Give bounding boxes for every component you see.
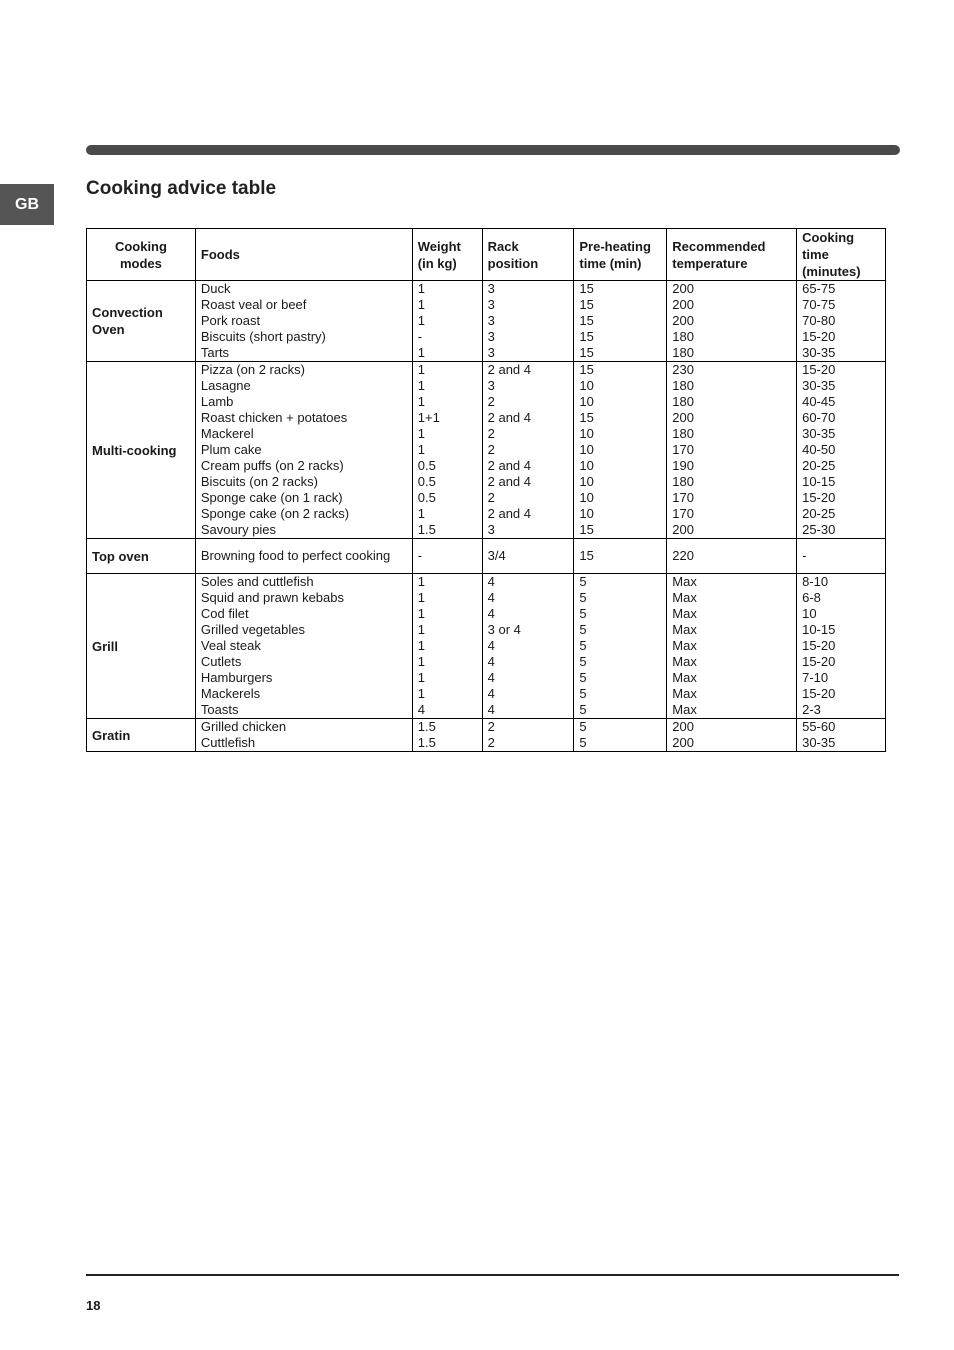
header-text: Pre-heating [579, 238, 651, 254]
cell-text: 15 [579, 362, 594, 377]
cell-text: 1 [417, 362, 425, 377]
cell-text: 15-20 [802, 638, 836, 653]
cell-text: 6-8 [802, 590, 821, 605]
cell-text: 70-75 [802, 297, 836, 312]
cell-text: 3 [487, 313, 495, 328]
cell-text: 5 [579, 622, 587, 637]
header-rack-position [482, 229, 574, 281]
foods-cell [195, 362, 412, 539]
cell-text: 20-25 [802, 506, 836, 521]
header-text: Cooking [802, 230, 855, 245]
cell-text: Max [672, 638, 697, 653]
preheat-cell [574, 574, 667, 719]
header-text: (minutes) [802, 264, 861, 279]
cell-text: 8-10 [802, 574, 829, 589]
header-text: (in kg) [417, 255, 457, 271]
cell-text: 15 [579, 345, 594, 360]
cell-text: 10 [579, 394, 594, 409]
header-cooking-modes [87, 229, 196, 281]
cell-text: Max [672, 686, 697, 701]
cell-text: Plum cake [200, 442, 262, 457]
cell-text: 65-75 [802, 281, 836, 296]
cell-text: Max [672, 574, 697, 589]
cell-text: 3 [487, 345, 495, 360]
cell-text: Biscuits (short pastry) [200, 329, 326, 344]
cell-text: 15-20 [802, 490, 836, 505]
cell-text: 0.5 [417, 458, 436, 473]
cell-text: Multi-cooking [92, 442, 177, 458]
cell-text: 0.5 [417, 474, 436, 489]
cell-text: 5 [579, 574, 587, 589]
cell-text: 1 [417, 670, 425, 685]
header-text: time [802, 247, 829, 262]
cell-text: Sponge cake (on 2 racks) [200, 506, 350, 521]
cell-text: 2 [487, 442, 495, 457]
cell-text: 2 and 4 [487, 410, 531, 425]
cell-text: 170 [672, 442, 694, 457]
cell-text: 3/4 [487, 548, 506, 563]
table-row [87, 574, 886, 719]
cell-text: Biscuits (on 2 racks) [200, 474, 318, 489]
cell-text: 180 [672, 394, 694, 409]
cell-text: 1 [417, 281, 425, 296]
header-text: time (min) [579, 255, 642, 271]
table-row [87, 539, 886, 574]
cell-text: 60-70 [802, 410, 836, 425]
cell-text: 2 and 4 [487, 458, 531, 473]
cell-text: 200 [672, 719, 694, 734]
cell-text: - [417, 548, 423, 563]
cell-text: Max [672, 702, 697, 717]
cell-text: 30-35 [802, 345, 836, 360]
cell-text: 1 [417, 622, 425, 637]
cell-text: 3 [487, 297, 495, 312]
cell-text: Hamburgers [200, 670, 273, 685]
cell-text: 200 [672, 735, 694, 750]
cell-text: 1 [417, 345, 425, 360]
cell-text: 15 [579, 548, 594, 563]
cell-text: 15 [579, 522, 594, 537]
cell-text: Grill [92, 638, 119, 654]
cell-text: 3 [487, 378, 495, 393]
cell-text: 7-10 [802, 670, 829, 685]
cell-text: Max [672, 622, 697, 637]
cooking-advice-table [86, 228, 886, 752]
cell-text: 30-35 [802, 378, 836, 393]
cell-text: 1 [417, 297, 425, 312]
cell-text: 10 [579, 442, 594, 457]
header-cooking-time [797, 229, 886, 281]
cell-text: 1 [417, 313, 425, 328]
cell-text: 170 [672, 506, 694, 521]
rack-cell [482, 719, 574, 752]
page-number: 18 [86, 1298, 101, 1313]
header-foods [195, 229, 412, 281]
cell-text: 5 [579, 638, 587, 653]
cell-text: 4 [487, 638, 495, 653]
cooking-time-cell [797, 281, 886, 362]
cell-text: 15 [579, 329, 594, 344]
cell-text: Roast veal or beef [200, 297, 307, 312]
cell-text: 2 [487, 719, 495, 734]
foods-cell [195, 574, 412, 719]
cell-text: 2 [487, 735, 495, 750]
cell-text: 4 [487, 686, 495, 701]
preheat-cell [574, 362, 667, 539]
cell-text: Veal steak [200, 638, 261, 653]
cell-text: 1+1 [417, 410, 440, 425]
cell-text: Mackerel [200, 426, 254, 441]
cell-text: 15-20 [802, 362, 836, 377]
cell-text: 2 [487, 394, 495, 409]
table-header-row [87, 229, 886, 281]
cell-text: 5 [579, 590, 587, 605]
cell-text: Pork roast [200, 313, 261, 328]
weight-cell [412, 362, 482, 539]
cell-text: 10 [579, 490, 594, 505]
header-text: temperature [672, 255, 748, 271]
cell-text: 30-35 [802, 426, 836, 441]
cooking-time-cell [797, 574, 886, 719]
cell-text: 25-30 [802, 522, 836, 537]
bottom-rule [86, 1274, 899, 1276]
cell-text: 1 [417, 442, 425, 457]
cell-text: 5 [579, 606, 587, 621]
cell-text: 10 [579, 458, 594, 473]
cell-text: 15 [579, 281, 594, 296]
cell-text: Squid and prawn kebabs [200, 590, 344, 605]
cell-text: 1.5 [417, 522, 436, 537]
cell-text: 200 [672, 297, 694, 312]
cell-text: 2 [487, 490, 495, 505]
cell-text: Duck [200, 281, 231, 296]
cell-text: 220 [672, 548, 694, 563]
table-row [87, 719, 886, 752]
cell-text: Cod filet [200, 606, 249, 621]
table-row [87, 281, 886, 362]
cell-text: Cream puffs (on 2 racks) [200, 458, 344, 473]
temperature-cell [667, 539, 797, 574]
header-text: modes [119, 255, 162, 271]
weight-cell [412, 539, 482, 574]
cell-text: Grilled chicken [200, 719, 287, 734]
cell-text: 1 [417, 506, 425, 521]
weight-cell [412, 281, 482, 362]
weight-cell [412, 719, 482, 752]
rack-cell [482, 539, 574, 574]
page-title: Cooking advice table [86, 178, 277, 199]
cell-text: 40-50 [802, 442, 836, 457]
rack-cell [482, 281, 574, 362]
temperature-cell [667, 362, 797, 539]
cell-text: 180 [672, 474, 694, 489]
cell-text: 2 and 4 [487, 362, 531, 377]
cell-text: 200 [672, 281, 694, 296]
cell-text: Grilled vegetables [200, 622, 305, 637]
header-text: Cooking [114, 238, 167, 254]
cell-text: 2-3 [802, 702, 821, 717]
cell-text: 200 [672, 522, 694, 537]
cell-text: Cutlets [200, 654, 242, 669]
cell-text: 20-25 [802, 458, 836, 473]
cell-text: 5 [579, 670, 587, 685]
cell-text: 1.5 [417, 735, 436, 750]
cell-text: Convection [92, 305, 163, 320]
header-recommended-temperature [667, 229, 797, 281]
cell-text: 1 [417, 394, 425, 409]
cell-text: 1 [417, 638, 425, 653]
mode-cell [87, 281, 196, 362]
cell-text: 1.5 [417, 719, 436, 734]
cooking-time-cell [797, 719, 886, 752]
cell-text: 4 [487, 590, 495, 605]
cell-text: 230 [672, 362, 694, 377]
cell-text: 180 [672, 378, 694, 393]
cell-text: Gratin [92, 727, 131, 743]
cell-text: 15-20 [802, 686, 836, 701]
cell-text: 4 [487, 606, 495, 621]
cell-text: 3 or 4 [487, 622, 521, 637]
cell-text: Roast chicken + potatoes [200, 410, 348, 425]
cell-text: 10 [579, 506, 594, 521]
rack-cell [482, 574, 574, 719]
cell-text: 200 [672, 313, 694, 328]
cell-text: 2 and 4 [487, 474, 531, 489]
cell-text: 10-15 [802, 474, 836, 489]
cell-text: 3 [487, 329, 495, 344]
foods-cell [195, 281, 412, 362]
cell-text: 5 [579, 719, 587, 734]
mode-cell [87, 539, 196, 574]
preheat-cell [574, 281, 667, 362]
foods-cell [195, 539, 412, 574]
cell-text: 4 [487, 654, 495, 669]
cell-text: 180 [672, 345, 694, 360]
cell-text: 4 [487, 574, 495, 589]
cell-text: 10 [802, 606, 817, 621]
cell-text: - [802, 548, 807, 563]
cell-text: 4 [487, 702, 495, 717]
cell-text: 15-20 [802, 329, 836, 344]
cell-text: 5 [579, 686, 587, 701]
cell-text: 2 [487, 426, 495, 441]
temperature-cell [667, 719, 797, 752]
cell-text: Soles and cuttlefish [200, 574, 314, 589]
cell-text: - [417, 329, 423, 344]
cell-text: 1 [417, 606, 425, 621]
cell-text: 180 [672, 426, 694, 441]
cell-text: 0.5 [417, 490, 436, 505]
cell-text: 1 [417, 686, 425, 701]
cell-text: 15 [579, 410, 594, 425]
cell-text: Max [672, 654, 697, 669]
cell-text: 5 [579, 702, 587, 717]
cell-text: Max [672, 606, 697, 621]
cell-text: Max [672, 670, 697, 685]
cell-text: 5 [579, 654, 587, 669]
cell-text: 30-35 [802, 735, 836, 750]
cell-text: Max [672, 590, 697, 605]
preheat-cell [574, 719, 667, 752]
cell-text: 170 [672, 490, 694, 505]
header-text: Weight [417, 238, 461, 254]
cell-text: 70-80 [802, 313, 836, 328]
preheat-cell [574, 539, 667, 574]
cell-text: 1 [417, 378, 425, 393]
cell-text: 55-60 [802, 719, 836, 734]
mode-cell [87, 574, 196, 719]
header-text: Recommended [672, 238, 766, 254]
cell-text: Oven [92, 322, 125, 337]
mode-cell [87, 362, 196, 539]
language-tab: GB [0, 184, 54, 225]
cell-text: 40-45 [802, 394, 836, 409]
cell-text: 1 [417, 590, 425, 605]
cell-text: 10-15 [802, 622, 836, 637]
cell-text: 15-20 [802, 654, 836, 669]
cooking-time-cell [797, 362, 886, 539]
cell-text: 1 [417, 654, 425, 669]
cell-text: 190 [672, 458, 694, 473]
foods-cell [195, 719, 412, 752]
header-weight [412, 229, 482, 281]
cell-text: 1 [417, 426, 425, 441]
header-preheating-time [574, 229, 667, 281]
cell-text: 200 [672, 410, 694, 425]
cell-text: 15 [579, 297, 594, 312]
cell-text: 3 [487, 281, 495, 296]
cell-text: 10 [579, 426, 594, 441]
cooking-time-cell [797, 539, 886, 574]
cell-text: Lamb [200, 394, 234, 409]
header-text: Foods [200, 247, 240, 262]
cell-text: 10 [579, 474, 594, 489]
cell-text: 4 [487, 670, 495, 685]
cell-text: 5 [579, 735, 587, 750]
rack-cell [482, 362, 574, 539]
cell-text: 1 [417, 574, 425, 589]
cell-text: Toasts [200, 702, 239, 717]
cell-text: 15 [579, 313, 594, 328]
cell-text: Browning food to perfect cooking [200, 548, 391, 563]
cell-text: Sponge cake (on 1 rack) [200, 490, 343, 505]
header-text: position [487, 255, 539, 271]
temperature-cell [667, 574, 797, 719]
cell-text: Tarts [200, 345, 230, 360]
cell-text: Top oven [92, 548, 149, 564]
temperature-cell [667, 281, 797, 362]
cell-text: Mackerels [200, 686, 261, 701]
mode-cell [87, 719, 196, 752]
header-text: Rack [487, 238, 519, 254]
cell-text: 4 [417, 702, 425, 717]
cell-text: Pizza (on 2 racks) [200, 362, 305, 377]
cell-text: Savoury pies [200, 522, 277, 537]
cell-text: 10 [579, 378, 594, 393]
top-rule-bar [86, 145, 900, 155]
cell-text: 2 and 4 [487, 506, 531, 521]
cell-text: Lasagne [200, 378, 251, 393]
cell-text: 180 [672, 329, 694, 344]
cell-text: 3 [487, 522, 495, 537]
table-row [87, 362, 886, 539]
weight-cell [412, 574, 482, 719]
cell-text: Cuttlefish [200, 735, 256, 750]
